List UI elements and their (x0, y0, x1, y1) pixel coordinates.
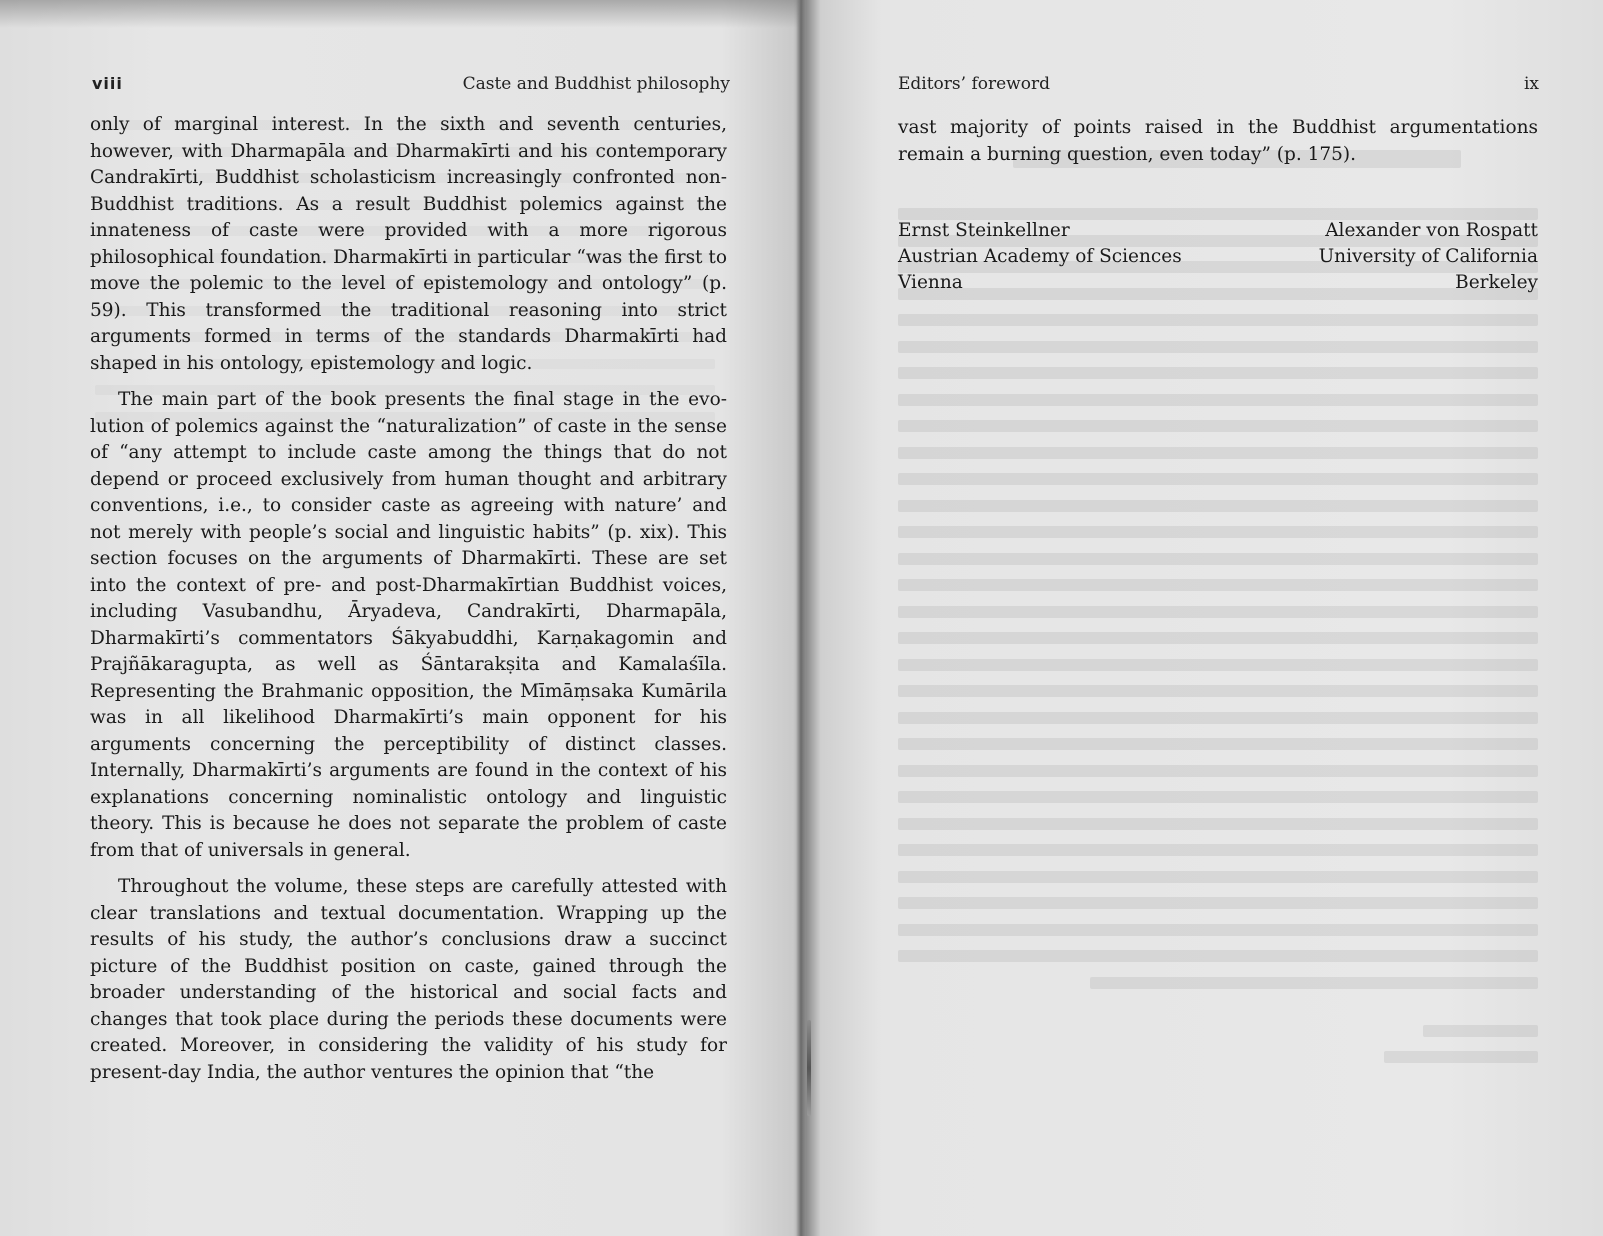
page-number-right: ix (1523, 74, 1539, 94)
signature-row-names (898, 218, 1538, 244)
signature-row-affiliations (898, 244, 1538, 270)
right-body-text (898, 115, 1538, 168)
editor-signatures (898, 218, 1538, 296)
paragraph: vast majority of points raised in the Buddhist argumentations remain a burning question, even today” (p. 175). (898, 117, 1538, 165)
left-body-text (90, 112, 727, 1096)
signature-row-places (898, 270, 1538, 296)
editor-name: Alexander von Rospatt (1325, 220, 1538, 241)
paragraph: only of marginal interest. In the sixth and seventh centuries, however, with Dharmapāla and Dharmakīrti and his contemporary Candrakīrti, Buddhist scholasticism increasingly confronted non-Buddhist traditions. As a result Buddhist polemics against the innateness of caste were provided with a more rigorous philosophical foundation. Dharmakīrti in particular “was the first to move the polemic to the level of epistemology and ontology” (p. 59). This transformed the traditional reasoning into strict arguments formed in terms of the standards Dharmakīrti had shaped in his ontology, epistemology and logic. (90, 114, 727, 374)
editor-affiliation: Austrian Academy of Sciences (898, 246, 1182, 267)
editor-place: Vienna (898, 272, 963, 293)
running-head-right: Editors’ foreword (898, 74, 1050, 94)
paragraph: The main part of the book presents the final stage in the evolution of polemics against the “naturalization” of caste in the sense of “any attempt to include caste among the things that do not depend or proceed exclusively from human thought and arbitrary conventions, i.e., to consider caste as agreeing with nature’ and not merely with people’s social and linguistic habits” (p. xix). This section focuses on the arguments of Dharmakīrti. These are set into the context of pre- and post-Dharmakīrtian Buddhist voices, including Vasubandhu, Āryadeva, Candrakīrti, Dharmapāla, Dharmakīrti’s commentators Śākyabuddhi, Karṇakagomin and Prajñākaragupta, as well as Śāntarakṣita and Kamalaśīla. Representing the Brahmanic opposition, the Mīmāṃsaka Kumārila was in all likelihood Dharmakīrti’s main opponent for his arguments concerning the perceptibility of distinct classes. Internally, Dharmakīrti’s arguments are found in the context of his explanations concerning nominalistic ontology and linguistic theory. This is because he does not separate the problem of caste from that of universals in general. (90, 389, 727, 861)
running-head-left: Caste and Buddhist philosophy (462, 74, 730, 94)
binding-thread (807, 1020, 811, 1116)
right-page (806, 0, 1603, 1236)
paragraph: Throughout the volume, these steps are carefully attested with clear translations and textual documentation. Wrapping up the results of his study, the author’s conclusions draw a succinct picture of the Buddhist position on caste, gained through the broader understanding of the historical and social facts and changes that took place during the periods these documents were created. Moreover, in considering the validity of his study for present-day India, the author ventures the opinion that “the (90, 876, 727, 1083)
left-page (0, 0, 800, 1236)
editor-place: Berkeley (1455, 272, 1538, 293)
top-shadow (0, 0, 800, 28)
page-number-left: viii (92, 74, 123, 93)
editor-name: Ernst Steinkellner (898, 220, 1070, 241)
editor-affiliation: University of California (1318, 246, 1538, 267)
